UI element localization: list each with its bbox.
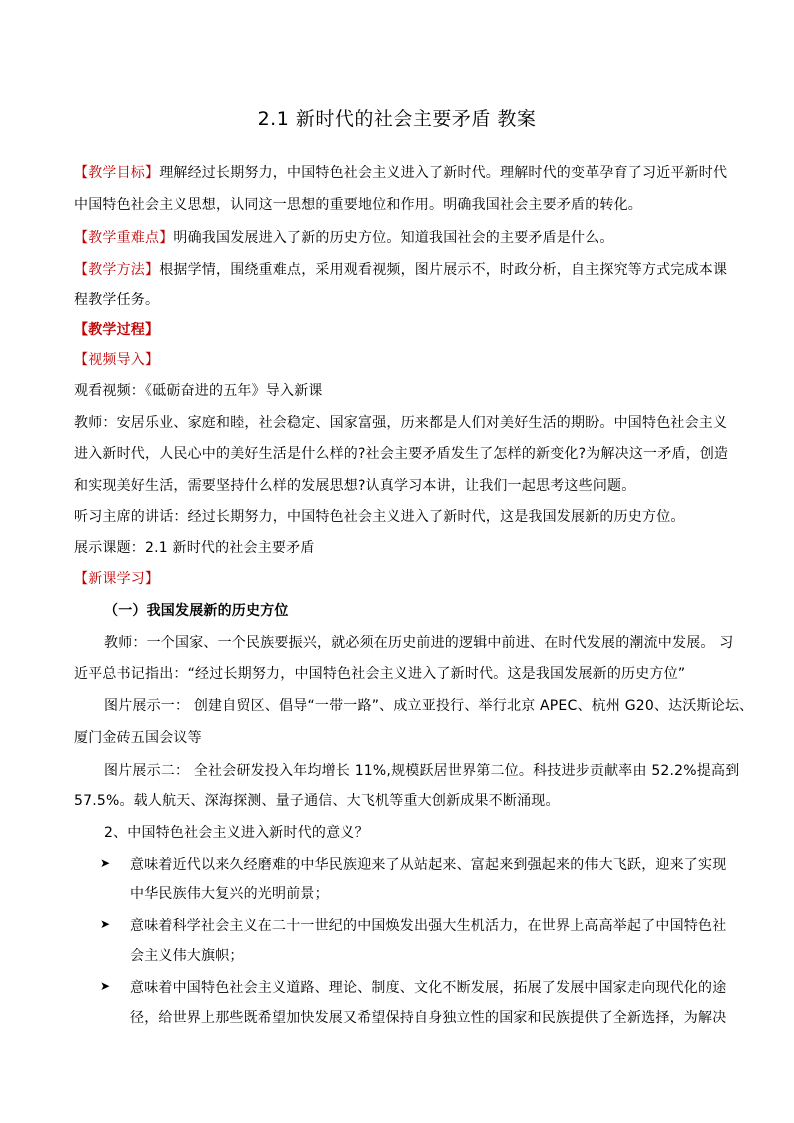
bullet-2-line-1: 意味着科学社会主义在二十一世纪的中国焕发出强大生机活力，在世界上高高举起了中国特色社 bbox=[130, 918, 727, 934]
show-topic-line: 展示课题：2.1 新时代的社会主要矛盾 bbox=[74, 540, 315, 556]
bullet-1-line-2: 中华民族伟大复兴的光明前景； bbox=[130, 886, 329, 902]
teacher-intro-line-1: 教师：安居乐业、家庭和睦，社会稳定、国家富强，历来都是人们对美好生活的期盼。中国特色社会主义 bbox=[74, 415, 728, 431]
bullet-3-line-2: 径，给世界上那些既希望加快发展又希望保持自身独立性的国家和民族提供了全新选择，为解决 bbox=[130, 1010, 727, 1026]
picture-two-line-1: 图片展示二： 全社会研发投入年均增长 11%,规模跃居世界第二位。科技进步贡献率由 52.2%提高到 bbox=[104, 763, 740, 779]
picture-one-line-2: 厦门金砖五国会议等 bbox=[74, 730, 202, 746]
objectives-text-2: 中国特色社会主义思想，认同这一思想的重要地位和作用。明确我国社会主要矛盾的转化。 bbox=[74, 197, 642, 213]
new-lesson-heading: 【新课学习】 bbox=[74, 571, 160, 587]
bullet-1-line-1: 意味着近代以来久经磨难的中华民族迎来了从站起来、富起来到强起来的伟大飞跃，迎来了实现 bbox=[130, 857, 727, 873]
objectives-tag: 【教学目标】 bbox=[74, 165, 160, 181]
process-heading: 【教学过程】 bbox=[74, 322, 160, 338]
methods-text-1: 根据学情，围绕重难点，采用观看视频，图片展示不，时政分析，自主探究等方式完成本课 bbox=[159, 262, 728, 278]
teacher-intro-line-2: 进入新时代，人民心中的美好生活是什么样的?社会主要矛盾发生了怎样的新变化?为解决这一矛盾，创造 bbox=[74, 446, 729, 462]
picture-two-line-2: 57.5%。载人航天、深海探测、量子通信、大飞机等重大创新成果不断涌现。 bbox=[74, 793, 560, 809]
key-points-line bbox=[74, 228, 734, 248]
section1-heading: （一）我国发展新的历史方位 bbox=[104, 603, 289, 619]
key-points-tag: 【教学重难点】 bbox=[74, 230, 174, 246]
methods-tag: 【教学方法】 bbox=[74, 262, 160, 278]
arrow-bullet-icon: ➤ bbox=[100, 856, 111, 870]
objectives-text-1: 理解经过长期努力，中国特色社会主义进入了新时代。理解时代的变革孕育了习近平新时代 bbox=[159, 165, 728, 181]
bullet-3-line-1: 意味着中国特色社会主义道路、理论、制度、文化不断发展，拓展了发展中国家走向现代化的途 bbox=[130, 980, 727, 996]
listen-line: 听习主席的讲话：经过长期努力，中国特色社会主义进入了新时代，这是我国发展新的历史方位。 bbox=[74, 509, 685, 525]
key-points-text: 明确我国发展进入了新的历史方位。知道我国社会的主要矛盾是什么。 bbox=[173, 230, 614, 246]
document-title: 2.1 新时代的社会主要矛盾 教案 bbox=[257, 108, 537, 130]
section1-teacher-line-1: 教师：一个国家、一个民族要振兴，就必须在历史前进的逻辑中前进、在时代发展的潮流中发展。 习 bbox=[104, 635, 734, 651]
watch-video-line: 观看视频：《砥砺奋进的五年》导入新课 bbox=[74, 383, 323, 399]
methods-text-2: 程教学任务。 bbox=[74, 292, 160, 308]
significance-question: 2、中国特色社会主义进入新时代的意义？ bbox=[104, 825, 369, 841]
video-intro-heading: 【视频导入】 bbox=[74, 352, 160, 368]
methods-line-1 bbox=[74, 260, 734, 280]
bullet-2-line-2: 会主义伟大旗帜； bbox=[130, 948, 244, 964]
picture-one-line-1: 图片展示一： 创建自贸区、倡导“一带一路”、成立亚投行、举行北京 APEC、杭州 G20、达沃斯论坛、 bbox=[104, 698, 754, 714]
arrow-bullet-icon: ➤ bbox=[100, 917, 111, 931]
arrow-bullet-icon: ➤ bbox=[100, 979, 111, 993]
teacher-intro-line-3: 和实现美好生活，需要坚持什么样的发展思想?认真学习本讲，让我们一起思考这些问题。 bbox=[74, 478, 636, 494]
section1-teacher-line-2: 近平总书记指出：“经过长期努力，中国特色社会主义进入了新时代。这是我国发展新的历史方位” bbox=[74, 666, 686, 682]
objectives-line-1 bbox=[74, 163, 734, 183]
